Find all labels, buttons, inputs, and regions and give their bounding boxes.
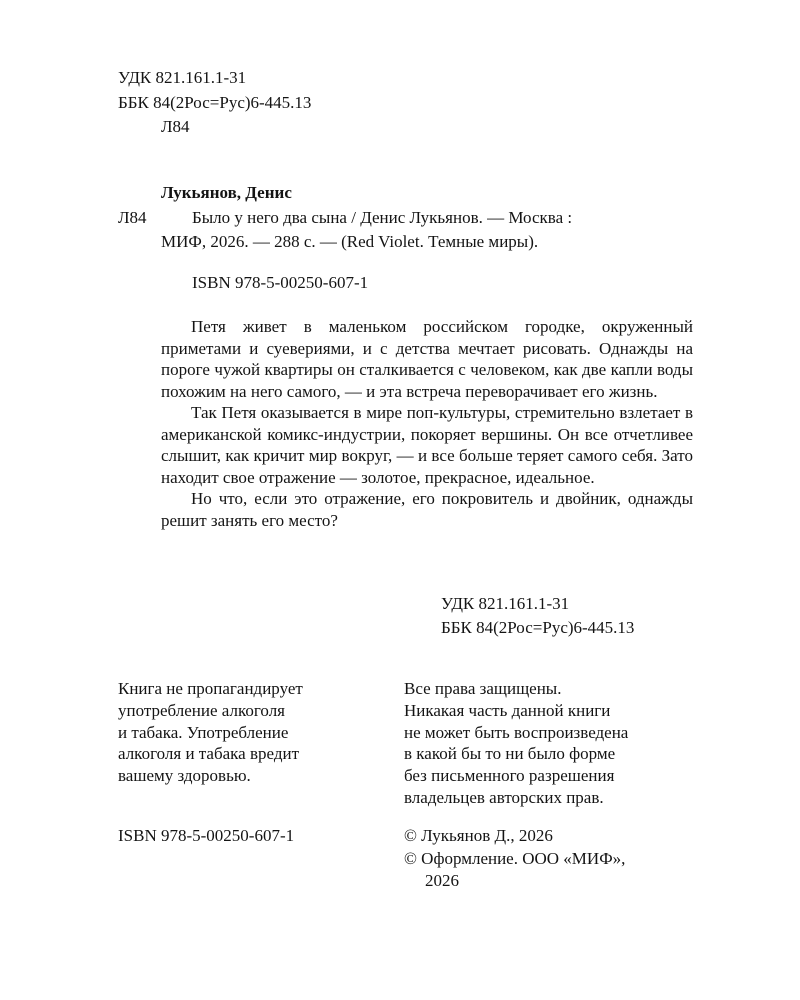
copyright-design: © Оформление. ООО «МИФ», (404, 849, 626, 868)
rights-notice-line: без письменного разрешения (404, 766, 615, 786)
health-notice-line: употребление алкоголя (118, 700, 286, 720)
rights-notice (404, 678, 628, 809)
bbk-code-bottom: ББК 84(2Рос=Рус)6-445.13 (441, 618, 635, 637)
health-notice-line: алкоголя и табака вредит (118, 744, 299, 764)
author-mark: Л84 (161, 117, 190, 136)
udk-code-bottom: УДК 821.161.1-31 (441, 594, 570, 613)
record-isbn: ISBN 978-5-00250-607-1 (192, 273, 369, 292)
rights-notice-line: в какой бы то ни было форме (404, 744, 616, 764)
rights-notice-line: Все права защищены. (404, 679, 562, 698)
record-title-line: Было у него два сына / Денис Лукьянов. — Москва : (192, 208, 573, 227)
health-notice-line: вашему здоровью. (118, 766, 251, 786)
copyright-design-year: 2026 (425, 871, 459, 890)
health-notice-line: Книга не пропагандирует (118, 679, 303, 698)
annotation (161, 316, 693, 531)
author-heading: Лукьянов, Денис (161, 183, 292, 202)
annotation-paragraph-1: Петя живет в маленьком российском городке, окруженный приметами и суевериями, и с детства мечтает рисовать. Однажды на пороге чужой квартиры он сталкивается с человеком, как две капли воды похожим на него самого, — и эта встреча переворачивает его жизнь. (161, 317, 693, 401)
health-notice-line: и табака. Употребление (118, 722, 289, 742)
annotation-paragraph-2: Так Петя оказывается в мире поп-культуры, стремительно взлетает в американской комикс-индустрии, покоряет вершины. Он все отчетливее слышит, как кричит мир вокруг, — и все больше теряет самого себя. Зато находит свое отражение — золотое, прекрасное, идеальное. (161, 403, 693, 487)
annotation-paragraph-3: Но что, если это отражение, его покровитель и двойник, однажды решит занять его место? (161, 489, 693, 530)
footer-isbn: ISBN 978-5-00250-607-1 (118, 826, 295, 845)
udk-code: УДК 821.161.1-31 (118, 68, 247, 87)
record-author-mark: Л84 (118, 208, 147, 227)
copyright-author: © Лукьянов Д., 2026 (404, 826, 553, 845)
bbk-code: ББК 84(2Рос=Рус)6-445.13 (118, 93, 312, 112)
health-notice (118, 678, 303, 787)
rights-notice-line: не может быть воспроизведена (404, 722, 629, 742)
rights-notice-line: владельцев авторских прав. (404, 787, 604, 807)
record-publisher-line: МИФ, 2026. — 288 с. — (Red Violet. Темные миры). (161, 232, 539, 251)
rights-notice-line: Никакая часть данной книги (404, 700, 611, 720)
